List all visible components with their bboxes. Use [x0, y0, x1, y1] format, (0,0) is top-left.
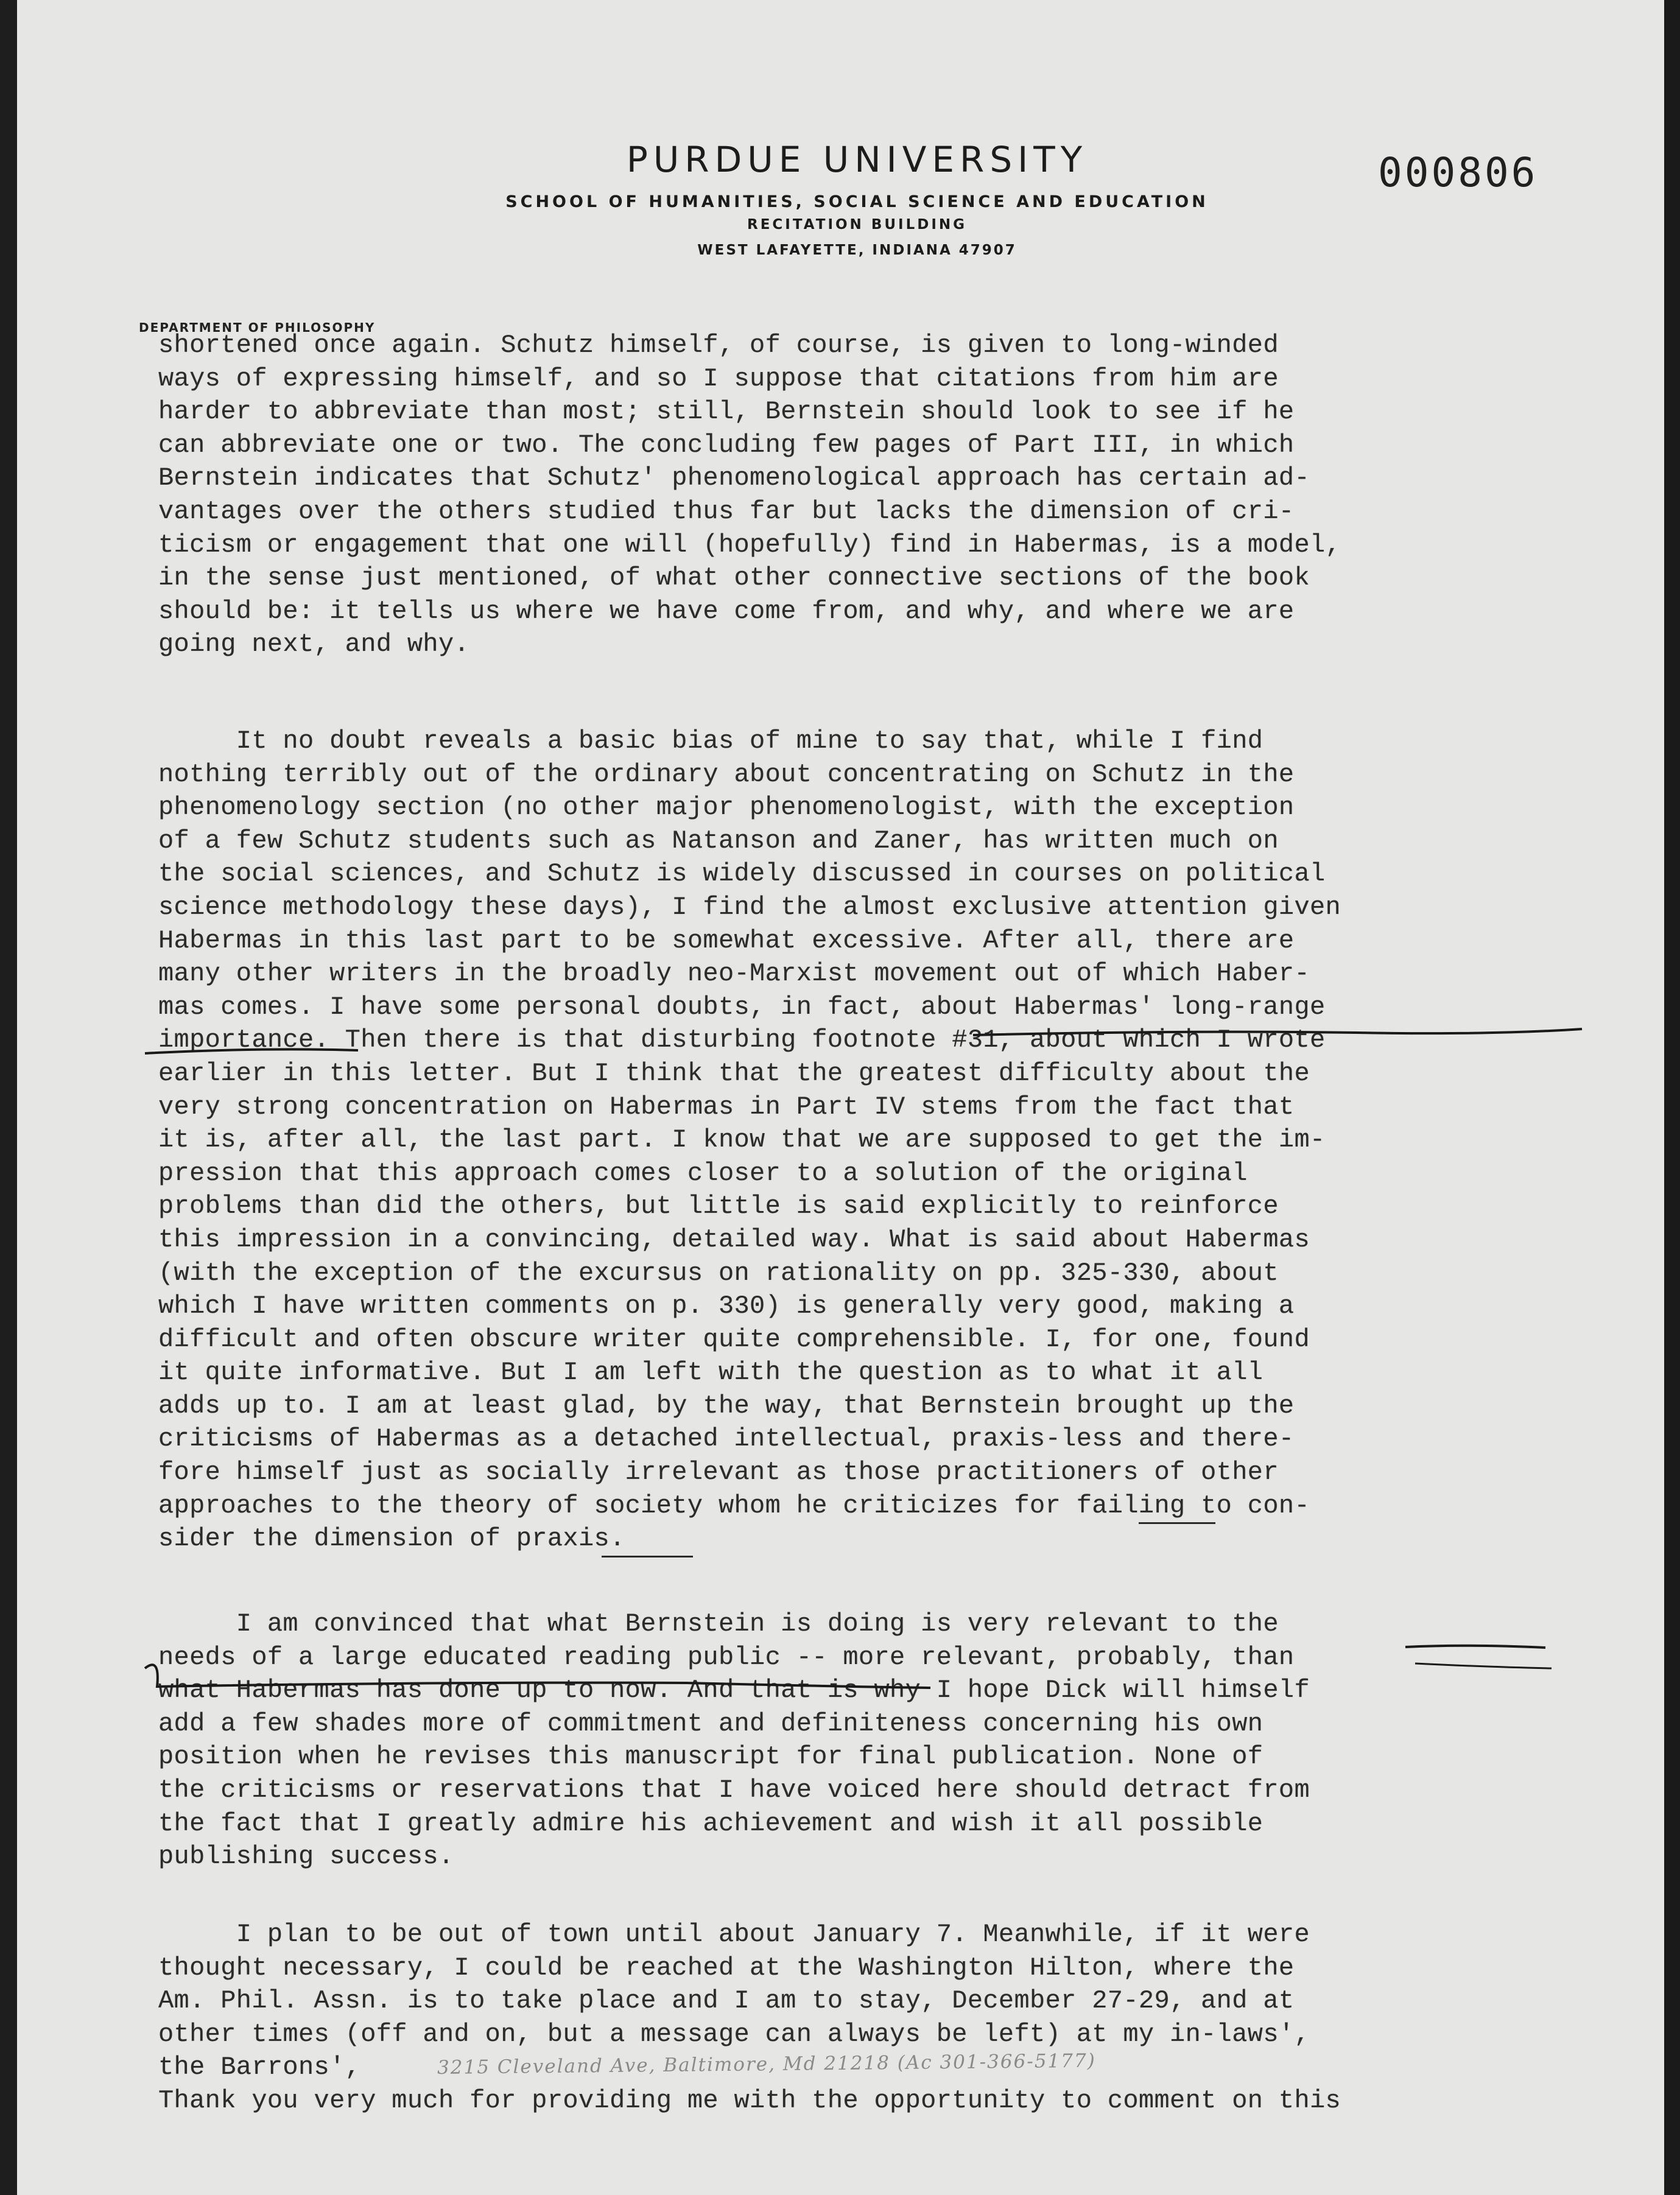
document-number: 000806	[1378, 149, 1538, 196]
paragraph-1: shortened once again. Schutz himself, of course, is given to long-winded ways of expressing himself, and so I suppose that citations from him are harder to abbreviate than most; still, Bernstein should look to see if he can abbreviate one or two. The concluding few pages of Part III, in which Bernstein indicates that Schutz' phenomenological approach has certain ad- vantages over the others studied thus far but lacks the dimension of cri- ticism or engagement that one will (hopefully) find in Habermas, is a model, in the sense just mentioned, of what other connective sections of the book should be: it tells us where we have come from, and why, and where we are going next, and why.	[158, 331, 1341, 659]
paragraph-3: I am convinced that what Bernstein is doing is very relevant to the needs of a large educated reading public -- more relevant, probably, than what Habermas has done up to now. And that is why I hope Dick will himself add a few shades more of commitment and definiteness concerning his own position when he revises this manuscript for final publication. None of the criticisms or reservations that I have voiced here should detract from the fact that I greatly admire his achievement and wish it all possible publishing success.	[158, 1609, 1310, 1872]
building-name: RECITATION BUILDING	[747, 217, 968, 233]
city-address: WEST LAFAYETTE, INDIANA 47907	[697, 242, 1017, 258]
paragraph-2: It no doubt reveals a basic bias of mine to say that, while I find nothing terribly out of the ordinary about concentrating on Schutz in the phenomenology section (no other major phenomenologist, with the exception of a few Schutz students such as Natanson and Zaner, has written much on the social sciences, and Schutz is widely discussed in courses on political science methodology these days), I find the almost exclusive attention given Habermas in this last part to be somewhat excessive. After all, there are many other writers in the broadly neo-Marxist movement out of which Haber- mas comes. I have some personal doubts, in fact, about Habermas' long-range importance. Then there is that disturbing footnote #31, about which I wrote earlier in this letter. But I think that the greatest difficulty about the very strong concentration on Habermas in Part IV stems from the fact that it is, after all, the last part. I know that we are supposed to get the im- pression that this approach comes closer to a solution of the original problems than did the others, but little is said explicitly to reinforce this impression in a convincing, detailed way. What is said about Habermas (with the exception of the excursus on rationality on pp. 325-330, about which I have written comments on p. 330) is generally very good, making a difficult and often obscure writer quite comprehensible. I, for one, found it quite informative. But I am left with the question as to what it all adds up to. I am at least glad, by the way, that Bernstein brought up the criticisms of Habermas as a detached intellectual, praxis-less and there- fore himself just as socially irrelevant as those practitioners of other approaches to the theory of society whom he criticizes for failing to con- sider the dimension of praxis.	[158, 726, 1341, 1554]
paragraph-4: I plan to be out of town until about January 7. Meanwhile, if it were thought necessary, I could be reached at the Washington Hilton, where the Am. Phil. Assn. is to take place and I am to stay, December 27-29, and at other times (off and on, but a message can always be left) at my in-laws', the Barrons', Thank you very much for providing me with the opportunity to comment on this	[158, 1920, 1341, 2115]
pen-underline-longrange	[973, 1029, 1582, 1035]
pen-underline-tothe	[1405, 1646, 1545, 1648]
handwritten-address-note: 3215 Cleveland Ave, Baltimore, Md 21218 (Ac 301-366-5177)	[437, 2049, 1096, 2079]
university-name: PURDUE UNIVERSITY	[626, 139, 1088, 180]
pen-underline-importance	[145, 1049, 358, 1053]
pen-underline-probably	[1415, 1663, 1552, 1668]
department-name: DEPARTMENT OF PHILOSOPHY	[139, 320, 376, 335]
pen-annotations	[17, 0, 1680, 2195]
school-name: SCHOOL OF HUMANITIES, SOCIAL SCIENCE AND EDUCATION	[505, 192, 1209, 211]
pen-underline-needs	[145, 1665, 930, 1688]
